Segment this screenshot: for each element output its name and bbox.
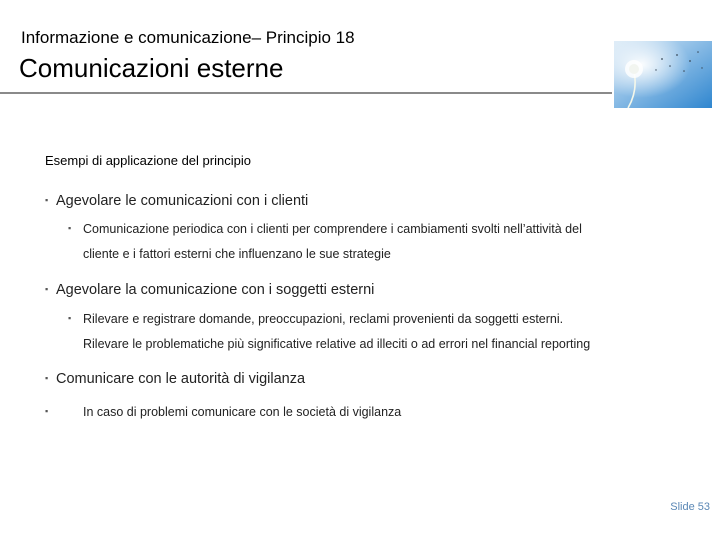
slide-title: Comunicazioni esterne (19, 53, 284, 83)
examples-heading: Esempi di applicazione del principio (45, 153, 251, 168)
sub-bullet-text: Comunicazione periodica con i clienti per comprendere i cambiamenti svolti nell’attività del (83, 222, 582, 236)
sub-bullet-icon: ▪ (45, 406, 49, 416)
bullet-icon: ▪ (45, 195, 49, 205)
dandelion-photo (614, 41, 712, 108)
bullet-text: Agevolare le comunicazioni con i clienti (56, 193, 309, 209)
sub-bullet-text: Rilevare e registrare domande, preoccupazioni, reclami provenienti da soggetti esterni. (83, 312, 564, 326)
dandelion-illustration (614, 41, 712, 108)
sub-bullet-text: In caso di problemi comunicare con le società di vigilanza (83, 405, 402, 419)
sub-bullet-icon: ▪ (68, 223, 72, 233)
slide-number: Slide 53 (670, 501, 710, 513)
bullet-text: Agevolare la comunicazione con i soggetti esterni (56, 282, 375, 298)
bullet-item (45, 371, 305, 387)
slide-supertitle: Informazione e comunicazione– Principio 18 (21, 28, 355, 47)
bullet-item (45, 193, 308, 209)
bullet-text: Comunicare con le autorità di vigilanza (56, 371, 306, 387)
sub-bullet-text: Rilevare le problematiche più significative relative ad illeciti o ad errori nel financial reporting (83, 337, 591, 351)
title-divider (0, 92, 612, 94)
sub-bullet-text: cliente e i fattori esterni che influenzano le sue strategie (83, 247, 391, 261)
bullet-item (45, 282, 374, 298)
sub-bullet-icon: ▪ (68, 313, 72, 323)
bullet-icon: ▪ (45, 284, 49, 294)
bullet-icon: ▪ (45, 373, 49, 383)
